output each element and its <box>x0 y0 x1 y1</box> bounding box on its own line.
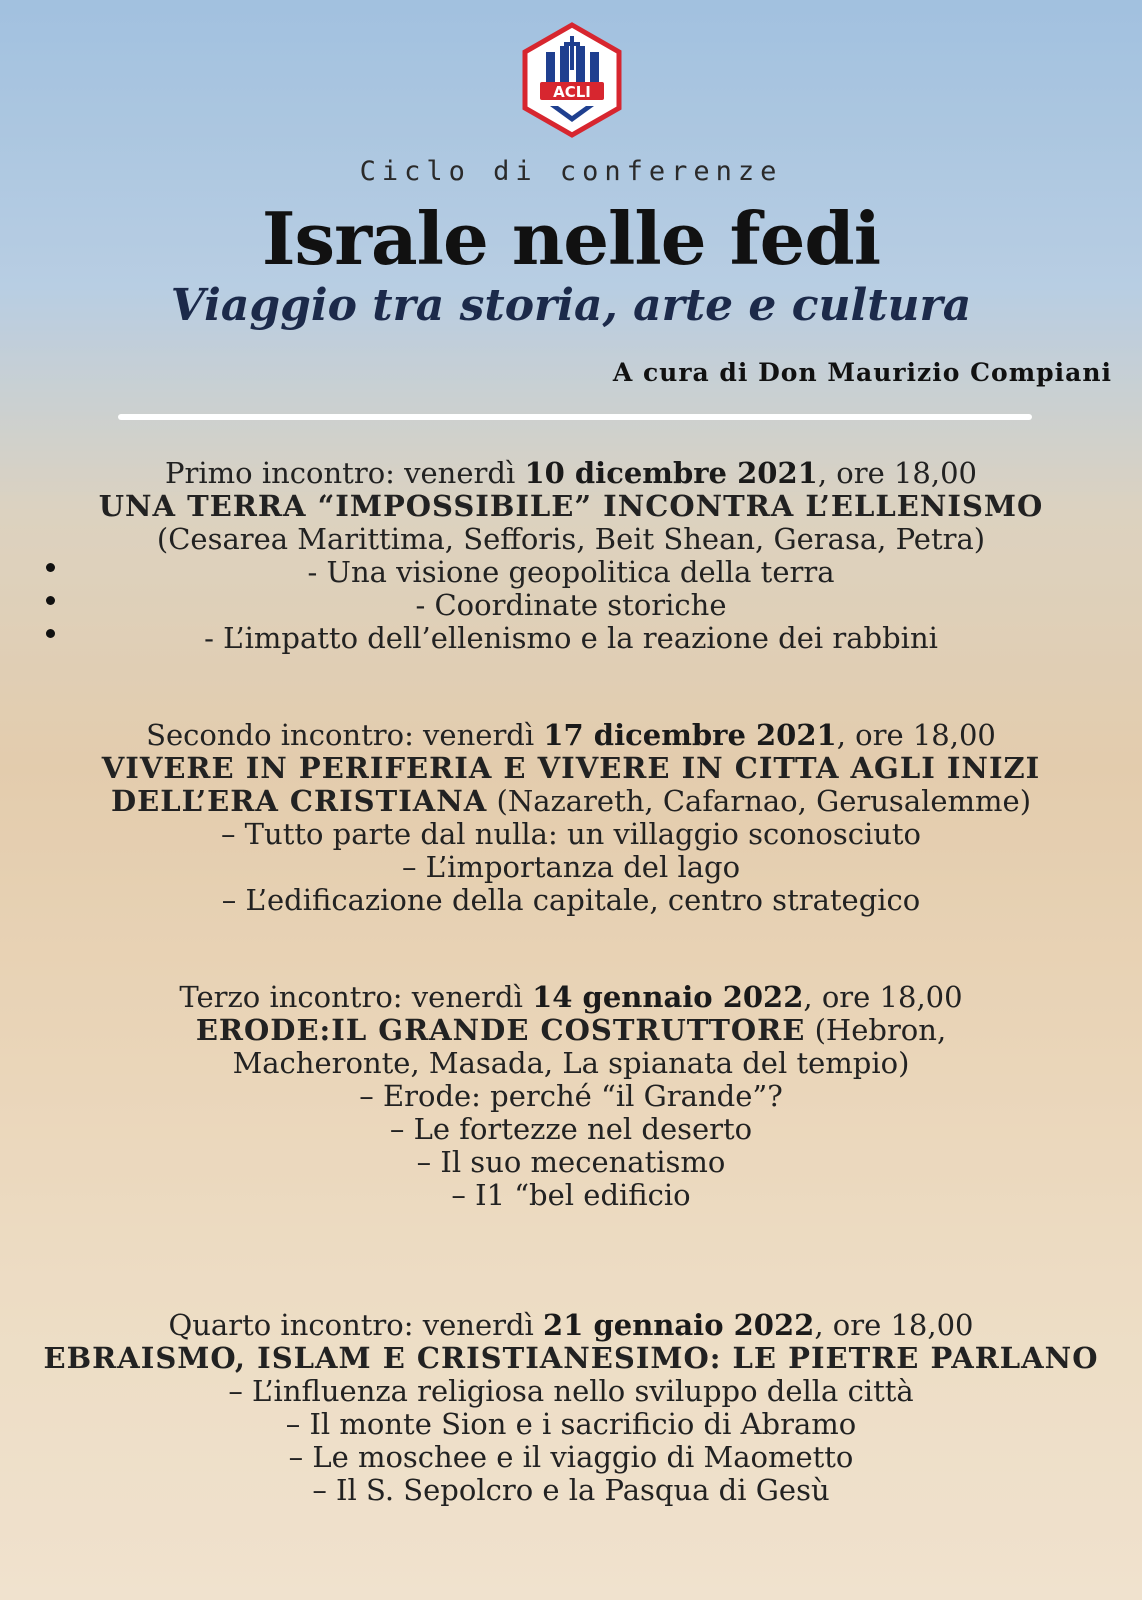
meeting-point: – Il S. Sepolcro e la Pasqua di Gesù <box>312 1473 830 1507</box>
meeting-point: – Le moschee e il viaggio di Maometto <box>288 1440 854 1474</box>
meeting-point: – L’influenza religiosa nello sviluppo della città <box>228 1374 914 1408</box>
curator-credit: A cura di Don Maurizio Compiani <box>612 358 1112 387</box>
meeting-point: – Le fortezze nel deserto <box>389 1112 753 1146</box>
bullet-icon <box>46 563 55 572</box>
meeting-point: - Coordinate storiche <box>415 588 727 622</box>
meeting-date-line: Terzo incontro: venerdì 14 gennaio 2022, ore 18,00 <box>179 980 963 1014</box>
meeting-point: – Il suo mecenatismo <box>416 1145 726 1179</box>
logo-text: ACLI <box>553 83 591 101</box>
meeting-date-line: Secondo incontro: venerdì 17 dicembre 2021, ore 18,00 <box>146 718 996 752</box>
meeting-4 <box>30 1309 1112 1507</box>
meeting-date-line: Primo incontro: venerdì 10 dicembre 2021, ore 18,00 <box>165 456 977 490</box>
meeting-point: – L’edificazione della capitale, centro strategico <box>221 883 921 917</box>
meeting-date-line: Quarto incontro: venerdì 21 gennaio 2022, ore 18,00 <box>168 1308 974 1342</box>
meeting-point: – Il monte Sion e i sacrificio di Abramo <box>285 1407 857 1441</box>
meeting-point: - Una visione geopolitica della terra <box>307 555 835 589</box>
poster-title: Israle nelle fedi <box>261 196 881 281</box>
meeting-point: - L’impatto dell’ellenismo e la reazione dei rabbini <box>204 621 938 655</box>
meeting-topic: EBRAISMO, ISLAM E CRISTIANESIMO: LE PIETRE PARLANO <box>43 1341 1099 1375</box>
series-label: Ciclo di conferenze <box>359 156 783 187</box>
meeting-topic: ERODE:IL GRANDE COSTRUTTORE (Hebron, Macheronte, Masada, La spianata del tempio) <box>195 1013 947 1080</box>
meeting-1 <box>30 457 1112 655</box>
meeting-point: – I1 “bel edificio <box>451 1178 691 1212</box>
meeting-point: – Tutto parte dal nulla: un villaggio sconosciuto <box>220 817 922 851</box>
meeting-point: – L’importanza del lago <box>401 850 741 884</box>
meeting-topic: UNA TERRA “IMPOSSIBILE” INCONTRA L’ELLENISMO (Cesarea Marittima, Sefforis, Beit Shean, Gerasa, Petra) <box>98 489 1044 556</box>
divider <box>118 414 1032 420</box>
bullet-icon <box>46 629 55 638</box>
meeting-topic: VIVERE IN PERIFERIA E VIVERE IN CITTA AGLI INIZI DELL’ERA CRISTIANA (Nazareth, Cafarnao, Gerusalemme) <box>101 751 1041 818</box>
meeting-2 <box>30 719 1112 917</box>
poster-subtitle: Viaggio tra storia, arte e cultura <box>170 280 972 331</box>
acli-logo <box>520 22 624 138</box>
bullet-icon <box>46 596 55 605</box>
meeting-3 <box>30 981 1112 1212</box>
meeting-point: – Erode: perché “il Grande”? <box>359 1079 783 1113</box>
